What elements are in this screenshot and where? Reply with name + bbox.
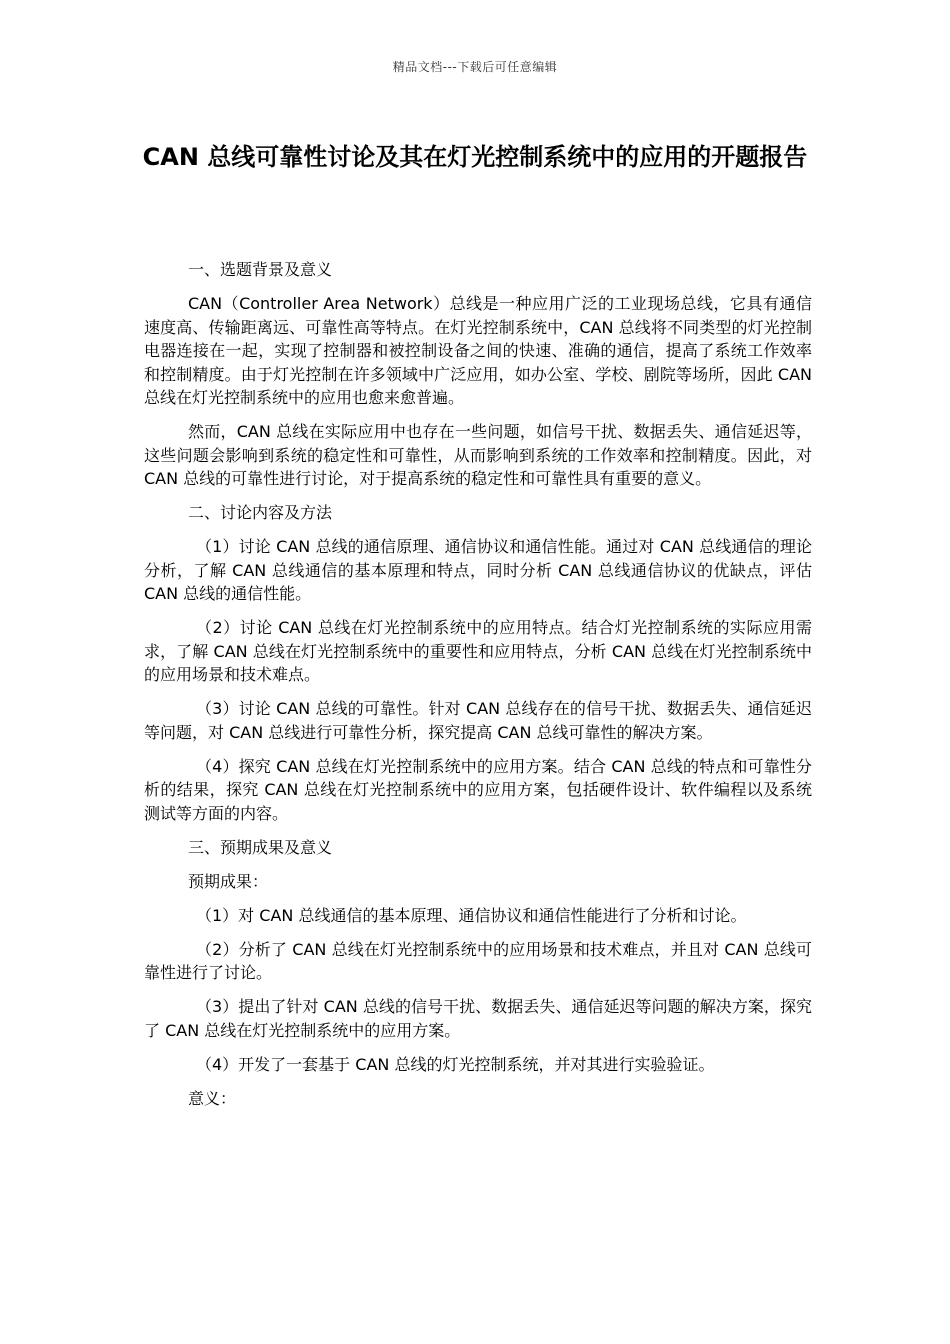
header-note: 精品文档---下载后可任意编辑	[392, 60, 558, 74]
section-heading-3: 三、预期成果及意义	[188, 837, 333, 857]
list-item: （4）探究 CAN 总线在灯光控制系统中的应用方案。结合 CAN 总线的特点和可靠性分析的结果，探究 CAN 总线在灯光控制系统中的应用方案，包括硬件设计、软件编程以及系统测试等方面的内容。	[144, 756, 812, 823]
document-title: CAN 总线可靠性讨论及其在灯光控制系统中的应用的开题报告	[142, 143, 808, 171]
list-item: （2）分析了 CAN 总线在灯光控制系统中的应用场景和技术难点，并且对 CAN 总线可靠性进行了讨论。	[144, 939, 812, 982]
list-item: （4）开发了一套基于 CAN 总线的灯光控制系统，并对其进行实验验证。	[196, 1054, 715, 1074]
list-item: （1）对 CAN 总线通信的基本原理、通信协议和通信性能进行了分析和讨论。	[196, 905, 747, 925]
meaning-label: 意义：	[188, 1088, 237, 1108]
results-label: 预期成果：	[188, 871, 269, 891]
list-item: （3）讨论 CAN 总线的可靠性。针对 CAN 总线存在的信号干扰、数据丢失、通信延迟等问题，对 CAN 总线进行可靠性分析，探究提高 CAN 总线可靠性的解决方案。	[144, 699, 812, 742]
section-heading-1: 一、选题背景及意义	[188, 260, 333, 279]
paragraph: CAN（Controller Area Network）总线是一种应用广泛的工业现场总线，它具有通信速度高、传输距离远、可靠性高等特点。在灯光控制系统中，CAN 总线将不同类型的灯光控制电器连接在一起，实现了控制器和被控制设备之间的快速、准确的通信，提高了系统工作效率和控制精度。由于灯光控制在许多领域中广泛应用，如办公室、学校、剧院等场所，因此 CAN 总线在灯光控制系统中的应用也愈来愈普遍。	[144, 294, 812, 407]
paragraph: 然而，CAN 总线在实际应用中也存在一些问题，如信号干扰、数据丢失、通信延迟等，这些问题会影响到系统的稳定性和可靠性，从而影响到系统的工作效率和控制精度。因此，对 CAN 总线的可靠性进行讨论，对于提高系统的稳定性和可靠性具有重要的意义。	[144, 422, 812, 488]
section-heading-2: 二、讨论内容及方法	[188, 503, 333, 522]
list-item: （3）提出了针对 CAN 总线的信号干扰、数据丢失、通信延迟等问题的解决方案，探究了 CAN 总线在灯光控制系统中的应用方案。	[144, 997, 812, 1040]
list-item: （2）讨论 CAN 总线在灯光控制系统中的应用特点。结合灯光控制系统的实际应用需求，了解 CAN 总线在灯光控制系统中的重要性和应用特点，分析 CAN 总线在灯光控制系统中的应用场景和技术难点。	[144, 618, 812, 684]
document-body	[144, 258, 812, 1121]
list-item: （1）讨论 CAN 总线的通信原理、通信协议和通信性能。通过对 CAN 总线通信的理论分析，了解 CAN 总线通信的基本原理和特点，同时分析 CAN 总线通信协议的优缺点，评估 CAN 总线的通信性能。	[144, 537, 812, 603]
